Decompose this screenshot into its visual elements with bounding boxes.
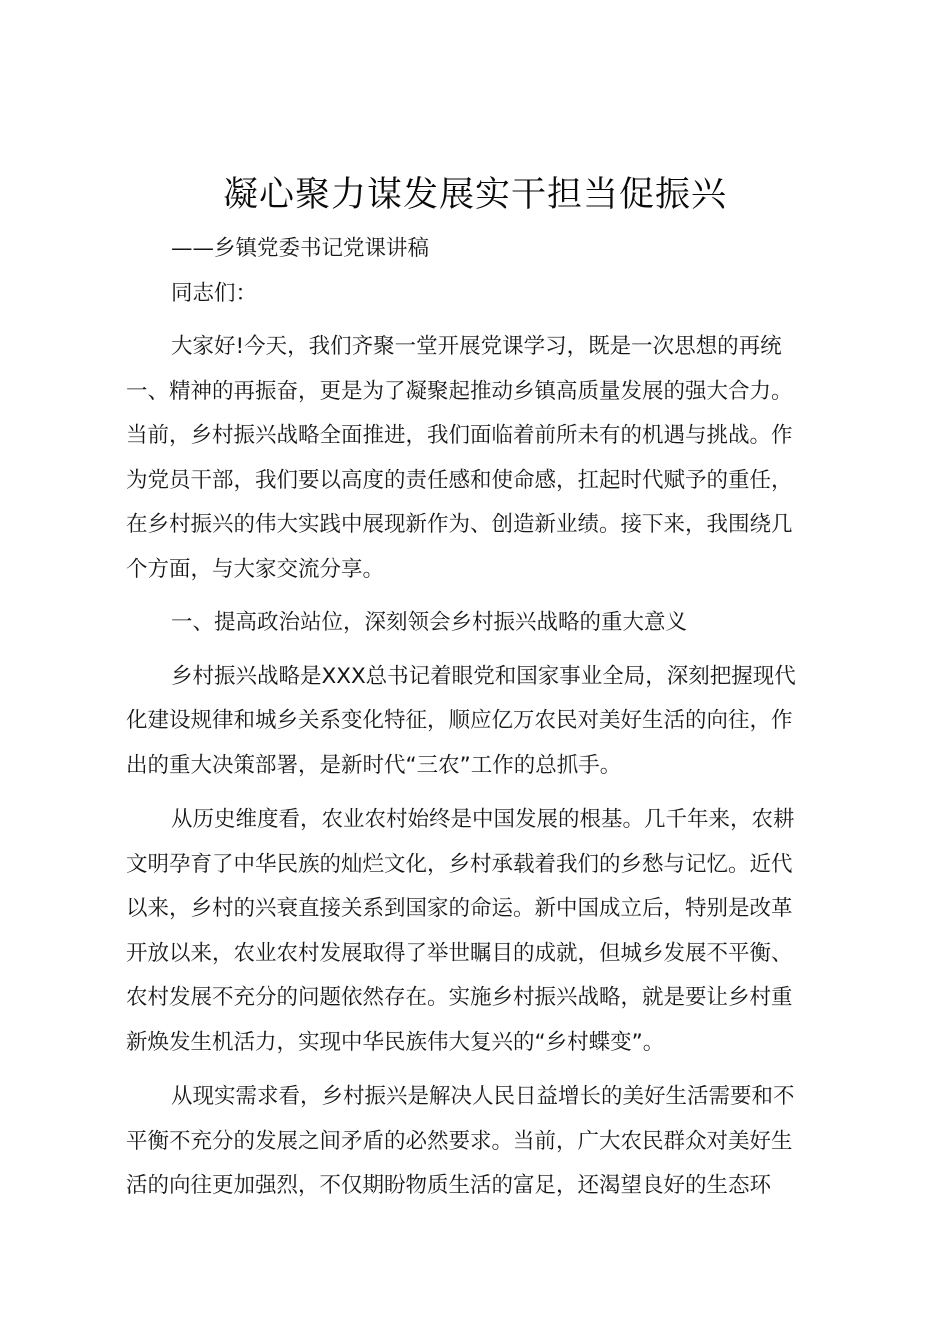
section-heading-1: [126, 601, 826, 646]
paragraph-line: 活的向往更加强烈，不仅期盼物质生活的富足，还渴望良好的生态环: [126, 1173, 772, 1198]
document-subtitle: ——乡镇党委书记党课讲稿: [171, 236, 430, 261]
paragraph-line: 开放以来，农业农村发展取得了举世瞩目的成就，但城乡发展不平衡、: [126, 940, 793, 966]
paragraph-line: 乡村振兴战略是XXX总书记着眼党和国家事业全局，深刻把握现代: [171, 663, 796, 689]
salutation: 同志们：: [171, 280, 258, 306]
paragraph-reality: [126, 1075, 826, 1209]
paragraph-line: 文明孕育了中华民族的灿烂文化，乡村承载着我们的乡愁与记忆。近代: [126, 851, 793, 877]
section-heading: 一、提高政治站位，深刻领会乡村振兴战略的重大意义: [171, 610, 688, 635]
paragraph-line: 农村发展不充分的问题依然存在。实施乡村振兴战略，就是要让乡村重: [126, 985, 793, 1010]
paragraph-line: 大家好!今天，我们齐聚一堂开展党课学习，既是一次思想的再统: [171, 334, 782, 359]
paragraph-line: 新焕发生机活力，实现中华民族伟大复兴的“乡村蝶变”。: [126, 1029, 665, 1055]
paragraph-line: 为党员干部，我们要以高度的责任感和使命感，扛起时代赋予的重任，: [126, 467, 793, 493]
paragraph-line: 化建设规律和城乡关系变化特征，顺应亿万农民对美好生活的向往，作: [126, 708, 793, 733]
paragraph-line: 平衡不充分的发展之间矛盾的必然要求。当前，广大农民群众对美好生: [126, 1128, 793, 1154]
paragraph-significance: [126, 655, 826, 789]
paragraph-line: 一、精神的再振奋，更是为了凝聚起推动乡镇高质量发展的强大合力。: [126, 378, 793, 404]
paragraph-intro: [126, 325, 826, 592]
document-title: 凝心聚力谋发展实干担当促振兴: [222, 175, 727, 215]
paragraph-line: 出的重大决策部署，是新时代“三农”工作的总抓手。: [126, 752, 622, 778]
paragraph-history: [126, 798, 826, 1065]
document-body: [126, 227, 826, 1209]
paragraph-line: 从历史维度看，农业农村始终是中国发展的根基。几千年来，农耕: [171, 807, 795, 832]
paragraph-line: 从现实需求看，乡村振兴是解决人民日益增长的美好生活需要和不: [171, 1084, 795, 1109]
paragraph-line: 个方面，与大家交流分享。: [126, 556, 385, 582]
paragraph-line: 在乡村振兴的伟大实践中展现新作为、创造新业绩。接下来，我围绕几: [126, 512, 793, 537]
paragraph-line: 以来，乡村的兴衰直接关系到国家的命运。新中国成立后，特别是改革: [126, 896, 793, 921]
paragraph-line: 当前，乡村振兴战略全面推进，我们面临着前所未有的机遇与挑战。作: [126, 423, 793, 448]
